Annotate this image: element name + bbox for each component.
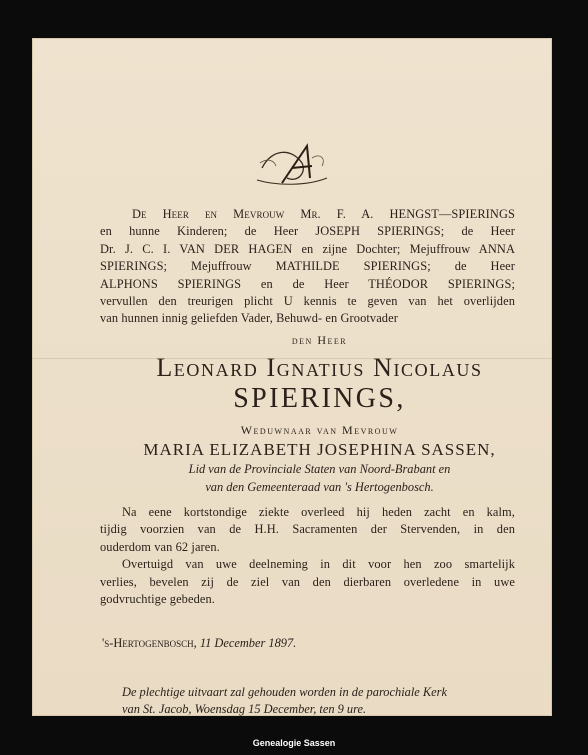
wife-name: MARIA ELIZABETH JOSEPHINA SASSEN, — [143, 440, 496, 459]
place: 's-Hertogenbosch, — [102, 636, 197, 650]
para2-line-3: godvruchtige gebeden. — [100, 592, 215, 606]
intro-line-3: Dr. J. C. I. VAN DER HAGEN en zijne Dochter; Mejuffrouw ANNA — [100, 242, 515, 256]
watermark-caption: Genealogie Sassen — [252, 738, 336, 748]
title-line-1: Lid van de Provinciale Staten van Noord-Brabant en — [188, 462, 451, 476]
para2-line-2: verlies, bevelen zij de ziel van den dierbaren overledene in uwe — [100, 575, 515, 589]
deceased-first-names: Leonard Ignatius Nicolaus — [156, 353, 483, 382]
intro-line-4: SPIERINGS; Mejuffrouw MATHILDE SPIERINGS; de Heer — [100, 259, 515, 273]
intro-line-2: en hunne Kinderen; de Heer JOSEPH SPIERINGS; de Heer — [100, 224, 515, 238]
intro-line-5: ALPHONS SPIERINGS en de Heer THÉODOR SPIERINGS; — [100, 277, 515, 291]
title-line-2: van den Gemeenteraad van 's Hertogenbosch. — [205, 480, 434, 494]
intro-line-6: vervullen den treurigen plicht U kennis te geven van het overlijden — [100, 294, 515, 308]
mourning-card — [32, 38, 552, 716]
para1-line-3: ouderdom van 62 jaren. — [100, 540, 220, 554]
den-heer: den Heer — [291, 333, 348, 347]
date: 11 December 1897. — [199, 636, 297, 650]
weduwnaar-line: Weduwnaar van Mevrouw — [240, 423, 399, 437]
place-date — [102, 636, 296, 651]
funeral-line-2: van St. Jacob, Woensdag 15 December, ten 9 ure. — [122, 702, 367, 716]
intro-line-7: van hunnen innig geliefden Vader, Behuwd- en Grootvader — [100, 311, 398, 325]
para2-line-1: Overtuigd van uwe deelneming in dit voor hen zoo smartelijk — [122, 557, 515, 571]
monogram-ornament — [252, 138, 332, 198]
funeral-line-1: De plechtige uitvaart zal gehouden worden in de parochiale Kerk — [122, 685, 447, 699]
para1-line-2: tijdig voorzien van de H.H. Sacramenten der Stervenden, in den — [100, 522, 515, 536]
para1-line-1: Na eene kortstondige ziekte overleed hij heden zacht en kalm, — [122, 505, 515, 519]
intro-line-1: De Heer en Mevrouw Mr. F. A. HENGST—SPIERINGS — [132, 207, 515, 221]
deceased-surname: SPIERINGS, — [233, 383, 406, 414]
